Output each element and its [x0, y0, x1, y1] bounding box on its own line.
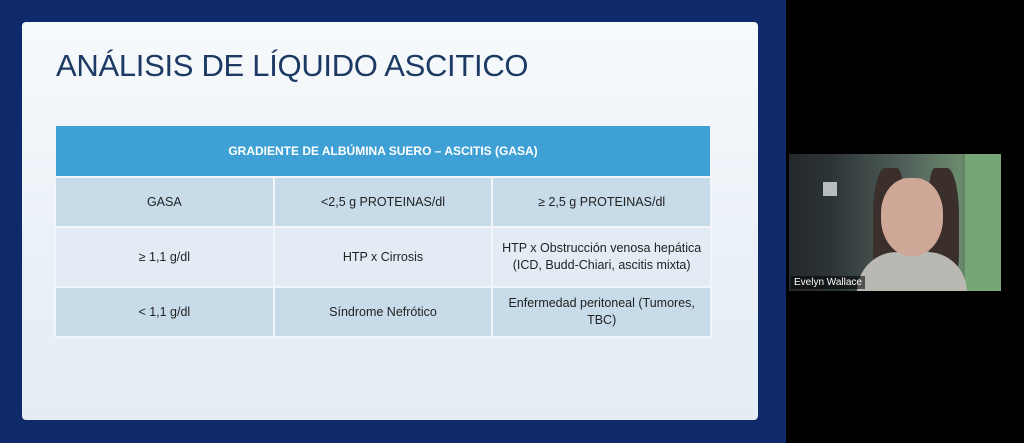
table-cell: HTP x Cirrosis: [274, 227, 493, 287]
participant-video-tile[interactable]: [789, 154, 1001, 291]
slide-title: ANÁLISIS DE LÍQUIDO ASCITICO: [56, 48, 529, 83]
presentation-slide: [22, 22, 758, 420]
column-header-gasa: GASA: [55, 177, 274, 227]
table-cell: < 1,1 g/dl: [55, 287, 274, 337]
table-row: [55, 227, 711, 287]
table-cell: Síndrome Nefrótico: [274, 287, 493, 337]
table-row: [55, 177, 711, 227]
table-cell: Enfermedad peritoneal (Tumores, TBC): [492, 287, 711, 337]
participant-avatar: [881, 178, 943, 256]
table-cell: HTP x Obstrucción venosa hepática (ICD, Budd-Chiari, ascitis mixta): [492, 227, 711, 287]
table-row: [55, 287, 711, 337]
table-header: GRADIENTE DE ALBÚMINA SUERO – ASCITIS (GASA): [55, 125, 711, 177]
gasa-table: [54, 124, 712, 338]
table-cell: ≥ 1,1 g/dl: [55, 227, 274, 287]
participant-name-label: Evelyn Wallace: [791, 276, 865, 289]
column-header-low-protein: <2,5 g PROTEINAS/dl: [274, 177, 493, 227]
column-header-high-protein: ≥ 2,5 g PROTEINAS/dl: [492, 177, 711, 227]
